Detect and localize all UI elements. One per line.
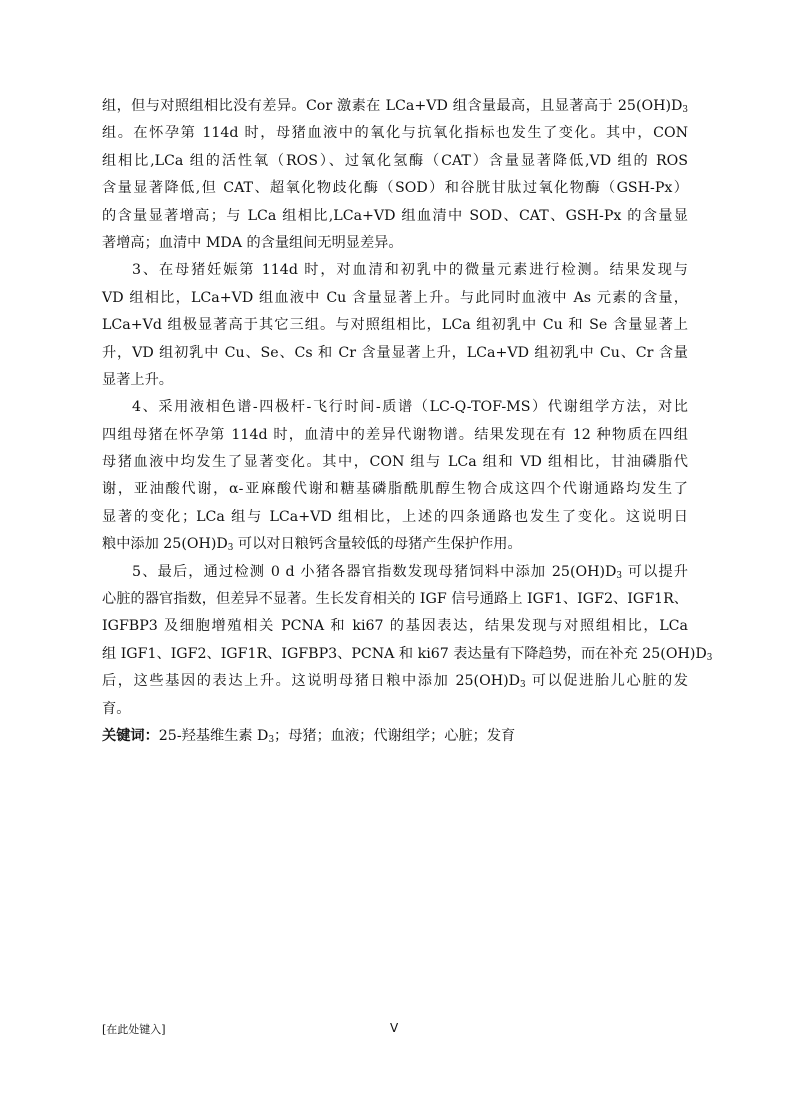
text-line: 组相比,LCa 组的活性氧（ROS）、过氧化氢酶（CAT）含量显著降低,VD 组的 ROS [102,152,688,169]
keywords-label: 关键词： [102,727,159,744]
text-line: 谢，亚油酸代谢，α-亚麻酸代谢和糖基磷脂酰肌醇生物合成这四个代谢通路均发生了 [102,481,688,498]
footer-placeholder: [在此处键入] [102,1023,166,1036]
text-line: 四组母猪在怀孕第 114d 时，血清中的差异代谢物谱。结果发现在有 12 种物质在四组 [102,426,688,443]
text-line: 显著的变化；LCa 组与 LCa+VD 组相比，上述的四条通路也发生了变化。这说明日 [102,508,688,525]
text-line: 升，VD 组初乳中 Cu、Se、Cs 和 Cr 含量显著上升，LCa+VD 组初乳中 Cu、Cr 含量 [102,344,688,361]
text-line: 显著上升。 [102,371,173,388]
text-line: 组，但与对照组相比没有差异。Cor 激素在 LCa+VD 组含量最高，且显著高于 $25(OH)D_3$ [102,98,688,116]
text-line: 粮中添加 $25(OH)D_3$ 可以对日粮钙含量较低的母猪产生保护作用。 [102,536,522,554]
paragraph-5-start: 5、最后，通过检测 0 d 小猪各器官指数发现母猪饲料中添加 $25(OH)D_3$ 可以提升 [132,563,688,581]
text-line: LCa+Vd 组极显著高于其它三组。与对照组相比，LCa 组初乳中 Cu 和 Se 含量显著上 [102,317,688,334]
text-line: 心脏的器官指数，但差异不显著。生长发育相关的 IGF 信号通路上 IGF1、IGF2、IGF1R、 [102,591,688,608]
text-line: 育。 [102,700,131,717]
body-text [102,93,713,750]
paragraph-3-start: 3、在母猪妊娠第 114d 时，对血清和初乳中的微量元素进行检测。结果发现与 [132,262,688,279]
text-line: 后，这些基因的表达上升。这说明母猪日粮中添加 $25(OH)D_3$ 可以促进胎儿心脏的发 [102,673,688,691]
text-line: 著增高；血清中 MDA 的含量组间无明显差异。 [102,234,403,251]
keywords-line: 关键词：25-羟基维生素 $D_3$；母猪；血液；代谢组学；心脏；发育 [102,727,516,746]
text-line: 母猪血液中均发生了显著变化。其中，CON 组与 LCa 组和 VD 组相比，甘油磷脂代 [102,454,688,471]
text-line: IGFBP3 及细胞增殖相关 PCNA 和 ki67 的基因表达，结果发现与对照组相比，LCa [102,618,688,635]
text-line: 组 IGF1、IGF2、IGF1R、IGFBP3、PCNA 和 ki67 表达量有下降趋势，而在补充 $25(OH)D_3$ [102,645,713,663]
text-line: VD 组相比，LCa+VD 组血液中 Cu 含量显著上升。与此同时血液中 As 元素的含量， [102,289,688,306]
text-line: 的含量显著增高；与 LCa 组相比,LCa+VD 组血清中 SOD、CAT、GSH-Px 的含量显 [102,207,688,224]
text-line: 含量显著降低,但 CAT、超氧化物歧化酶（SOD）和谷胱甘肽过氧化物酶（GSH-Px） [102,180,688,197]
page-number: V [390,1021,399,1035]
paragraph-4-start: 4、采用液相色谱-四极杆-飞行时间-质谱（LC-Q-TOF-MS）代谢组学方法，对比 [132,399,688,416]
text-line: 组。在怀孕第 114d 时，母猪血液中的氧化与抗氧化指标也发生了变化。其中，CON [102,125,688,142]
